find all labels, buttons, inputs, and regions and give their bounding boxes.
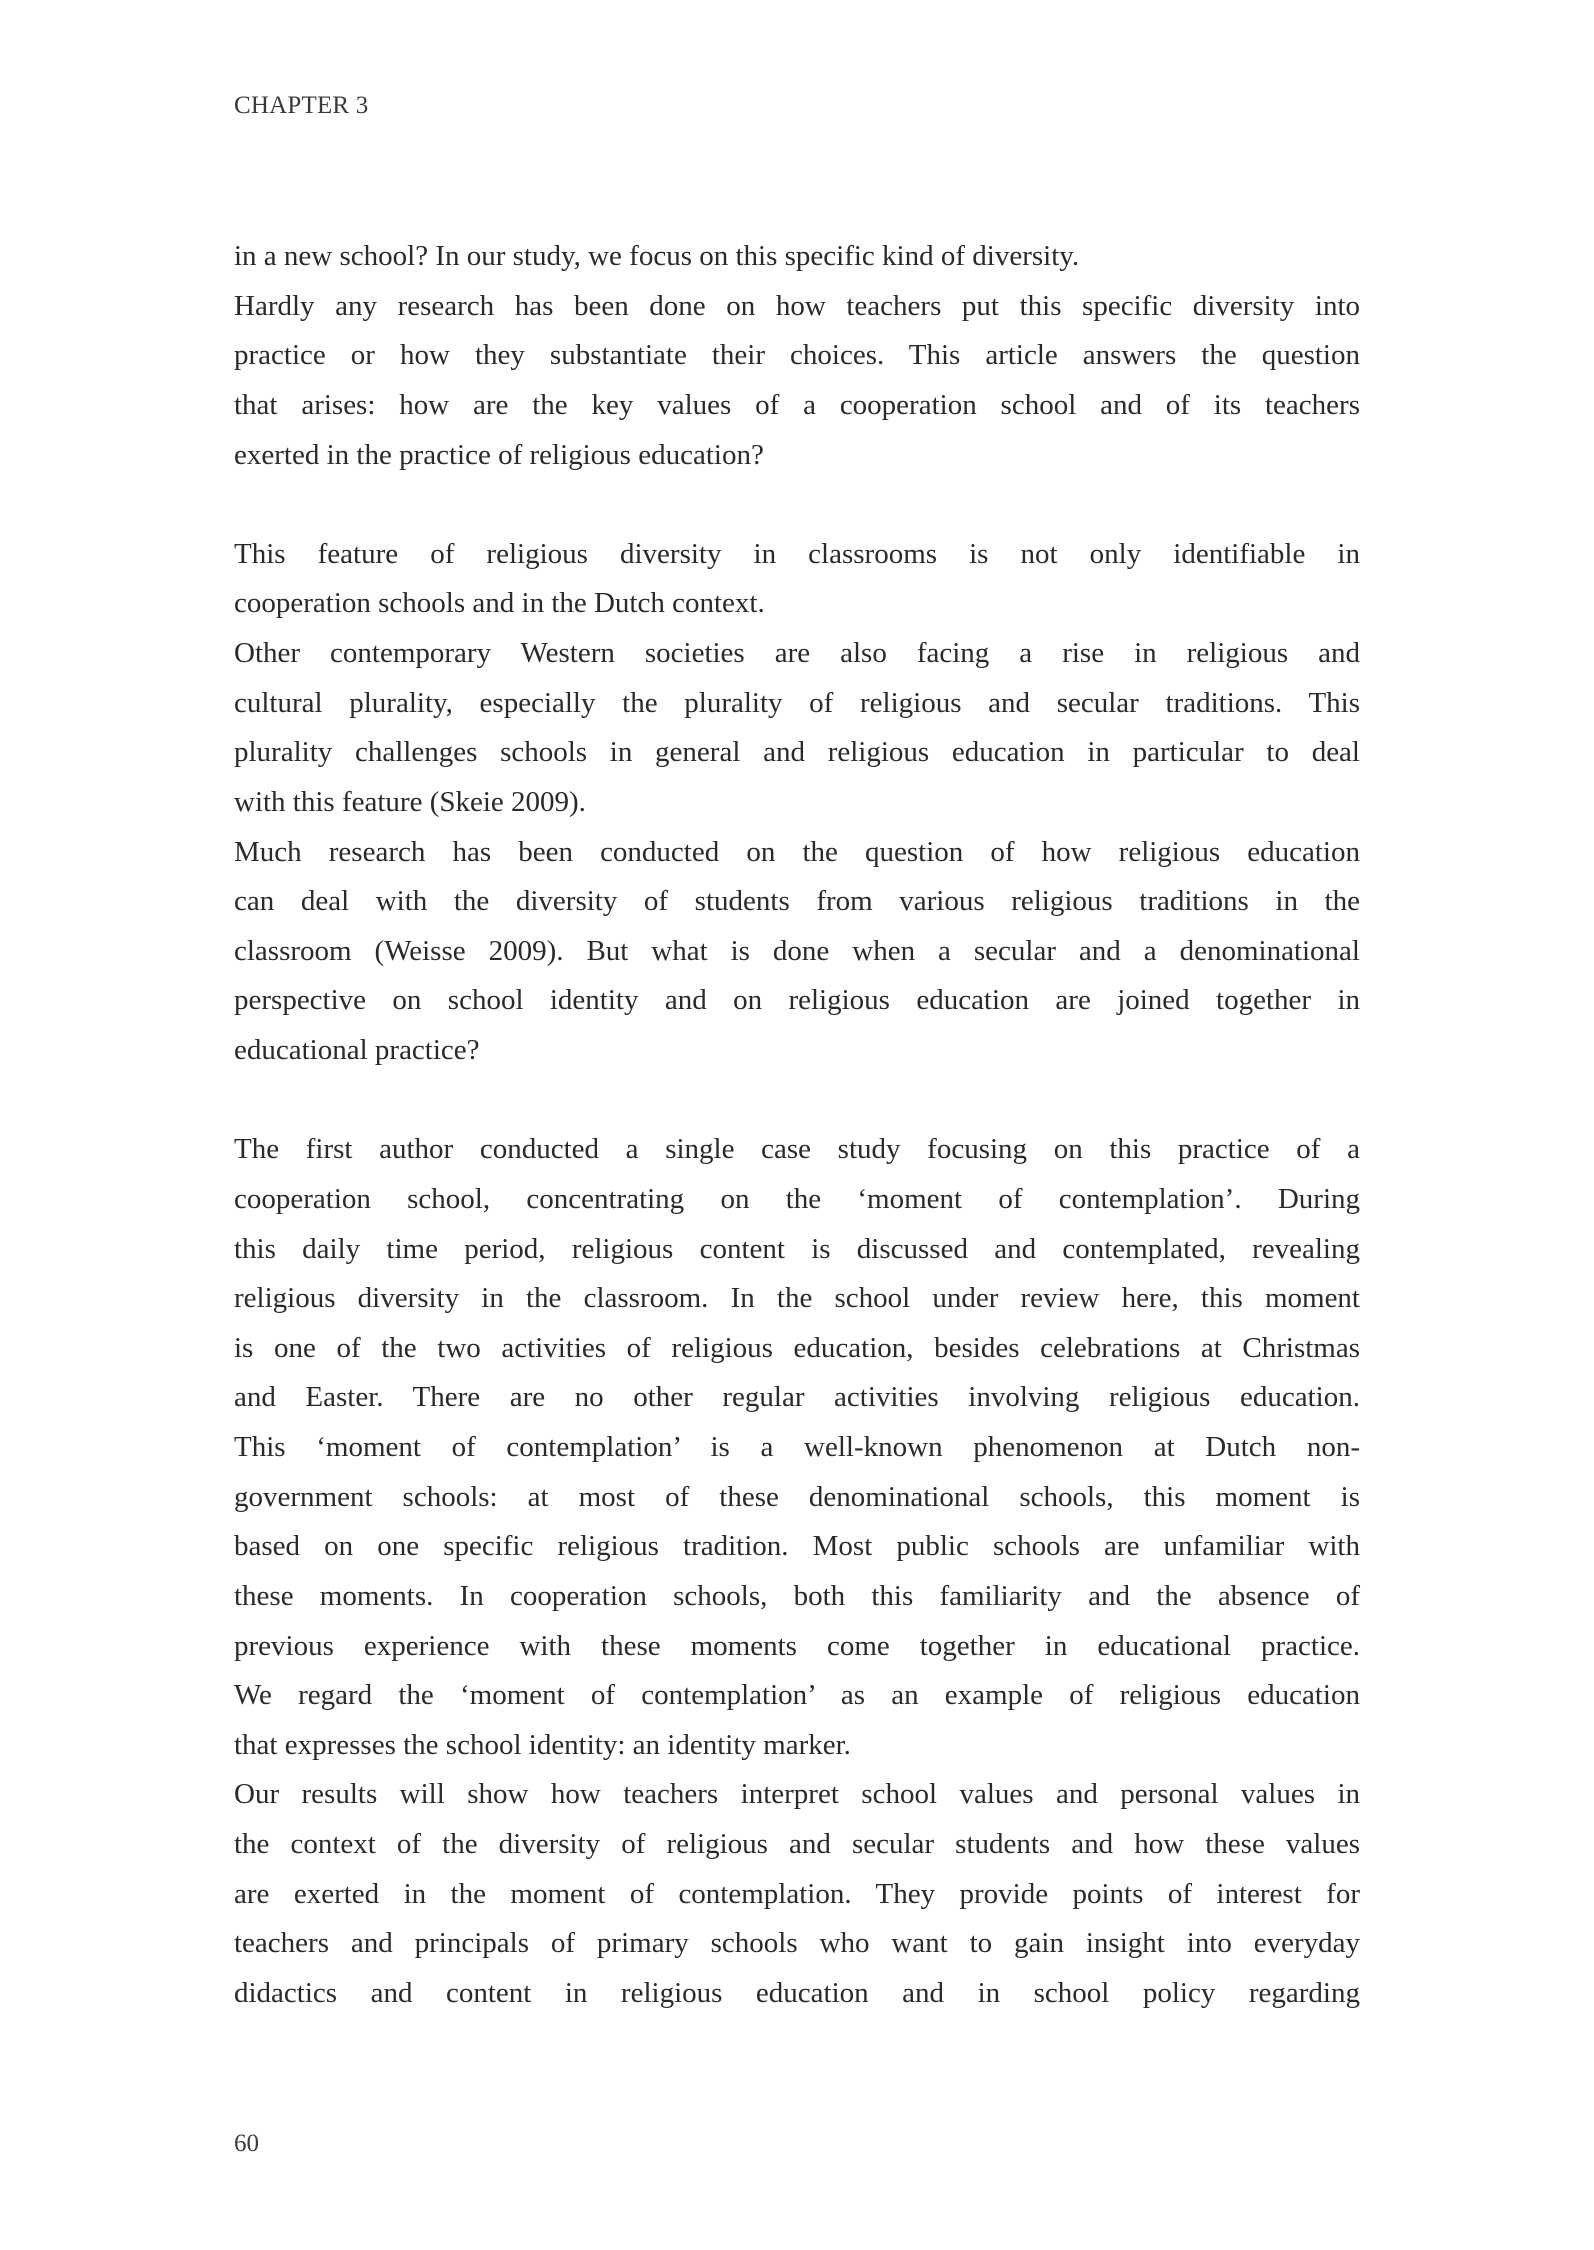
text-line: is one of the two activities of religious education, besides celebrations at Christmas bbox=[234, 1331, 1360, 1364]
text-line: educational practice? bbox=[234, 1034, 480, 1066]
text-line: plurality challenges schools in general and religious education in particular to deal bbox=[234, 736, 1360, 769]
paragraph-gap bbox=[234, 1076, 1360, 1126]
text-line: these moments. In cooperation schools, both this familiarity and the absence of bbox=[234, 1579, 1360, 1612]
text-line: perspective on school identity and on religious education are joined together in bbox=[234, 984, 1360, 1017]
text-line: based on one specific religious tradition. Most public schools are unfamiliar with bbox=[234, 1530, 1360, 1563]
text-line: classroom (Weisse 2009). But what is done when a secular and a denominational bbox=[234, 934, 1360, 967]
text-line: that expresses the school identity: an identity marker. bbox=[234, 1728, 851, 1761]
text-line: The first author conducted a single case study focusing on this practice of a bbox=[234, 1133, 1360, 1166]
text-line: cooperation schools and in the Dutch context. bbox=[234, 587, 765, 620]
text-line: Hardly any research has been done on how teachers put this specific diversity into bbox=[234, 289, 1360, 322]
running-head: CHAPTER 3 bbox=[234, 92, 369, 119]
text-line: the context of the diversity of religious and secular students and how these values bbox=[234, 1828, 1360, 1860]
text-line: Much research has been conducted on the question of how religious education bbox=[234, 835, 1360, 868]
text-line: with this feature (Skeie 2009). bbox=[234, 785, 586, 818]
text-line: that arises: how are the key values of a cooperation school and of its teachers bbox=[234, 388, 1360, 421]
text-line: We regard the ‘moment of contemplation’ as an example of religious education bbox=[234, 1679, 1360, 1712]
text-line: this daily time period, religious content is discussed and contemplated, revealing bbox=[234, 1232, 1360, 1265]
text-line: cooperation school, concentrating on the ‘moment of contemplation’. During bbox=[234, 1182, 1360, 1215]
text-line: This feature of religious diversity in classrooms is not only identifiable in bbox=[234, 537, 1360, 570]
text-line: practice or how they substantiate their choices. This article answers the question bbox=[234, 339, 1360, 372]
paragraph-gap bbox=[234, 480, 1360, 530]
body-text bbox=[234, 232, 1360, 2019]
text-line: in a new school? In our study, we focus on this specific kind of diversity. bbox=[234, 240, 1080, 272]
page-number: 60 bbox=[234, 2130, 259, 2157]
text-line: religious diversity in the classroom. In the school under review here, this moment bbox=[234, 1282, 1360, 1315]
text-line: exerted in the practice of religious education? bbox=[234, 438, 764, 471]
text-line: and Easter. There are no other regular activities involving religious education. bbox=[234, 1381, 1360, 1414]
text-line: This ‘moment of contemplation’ is a well-known phenomenon at Dutch non- bbox=[234, 1431, 1360, 1463]
text-line: previous experience with these moments come together in educational practice. bbox=[234, 1629, 1360, 1662]
text-line: Other contemporary Western societies are also facing a rise in religious and bbox=[234, 637, 1360, 669]
text-line: cultural plurality, especially the plurality of religious and secular traditions. This bbox=[234, 686, 1360, 719]
text-line: are exerted in the moment of contemplation. They provide points of interest for bbox=[234, 1877, 1360, 1910]
text-line: can deal with the diversity of students from various religious traditions in the bbox=[234, 885, 1360, 918]
text-line: government schools: at most of these denominational schools, this moment is bbox=[234, 1480, 1360, 1513]
text-line: Our results will show how teachers interpret school values and personal values in bbox=[234, 1778, 1360, 1811]
text-line: teachers and principals of primary schools who want to gain insight into everyday bbox=[234, 1927, 1360, 1960]
text-line: didactics and content in religious education and in school policy regarding bbox=[234, 1976, 1360, 2009]
